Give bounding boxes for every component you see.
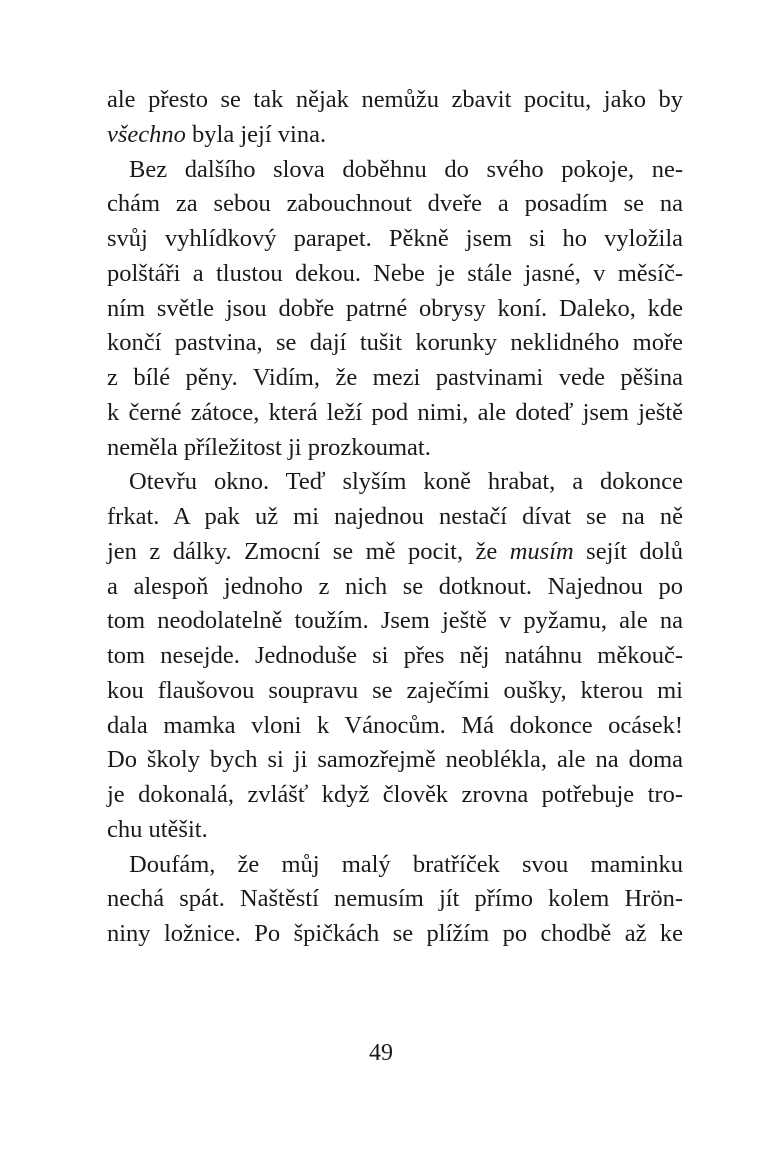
text-line [107,535,683,570]
text-line: z bílé pěny. Vidím, že mezi pastvinami vede pěšina [107,364,683,391]
text-line: ním světle jsou dobře patrné obrysy koní. Daleko, kde [107,294,683,322]
text-line: kou flaušovou soupravu se zaječími oušky, kterou mi [107,676,683,704]
text-line: a alespoň jednoho z nich se dotknout. Najednou po [107,572,683,600]
text-line: chu utěšit. [107,815,208,843]
text-line: ale přesto se tak nějak nemůžu zbavit pocitu, jako by [107,86,683,113]
text-line: tom nesejde. Jednoduše si přes něj natáhnu měkouč- [107,642,683,669]
text-line: končí pastvina, se dají tušit korunky neklidného moře [107,329,683,357]
text-line: neměla příležitost ji prozkoumat. [107,433,431,461]
text-line: je dokonalá, zvlášť když člověk zrovna potřebuje tro- [107,781,683,808]
text-line: nechá spát. Naštěstí nemusím jít přímo kolem Hrön- [107,885,683,913]
page-number: 49 [369,1040,393,1066]
text-line: dala mamka vloni k Vánocům. Má dokonce ocásek! [107,711,683,739]
text-fragment: jen z dálky. Zmocní se mě pocit, že [107,537,510,565]
text-line: Doufám, že můj malý bratříček svou maminku [129,850,683,878]
text-line: tom neodolatelně toužím. Jsem ještě v pyžamu, ale na [107,607,683,635]
text-line: frkat. A pak už mi najednou nestačí dívat se na ně [107,503,683,530]
text-fragment: byla její vina. [185,120,327,148]
text-line [107,118,683,153]
text-line: chám za sebou zabouchnout dveře a posadím se na [107,190,683,218]
text-line: Do školy bych si ji samozřejmě neoblékla, ale na doma [107,746,683,774]
body-text [107,83,683,952]
emphasized-word: musím [509,537,574,565]
text-line: svůj vyhlídkový parapet. Pěkně jsem si ho vyložila [107,225,683,252]
text-fragment: sejít dolů [573,537,683,565]
text-line: polštáři a tlustou dekou. Nebe je stále jasné, v měsíč- [107,259,683,287]
emphasized-word: všechno [107,120,186,148]
text-line: Bez dalšího slova doběhnu do svého pokoje, ne- [129,155,683,183]
text-line: niny ložnice. Po špičkách se plížím po chodbě až ke [107,920,683,947]
text-line: Otevřu okno. Teď slyším koně hrabat, a dokonce [129,468,683,496]
text-line: k černé zátoce, která leží pod nimi, ale doteď jsem ještě [107,398,683,426]
